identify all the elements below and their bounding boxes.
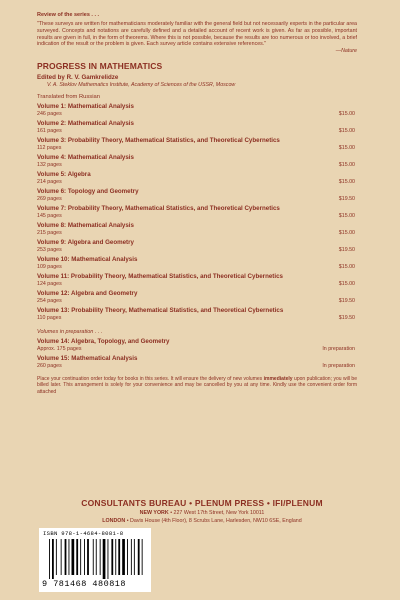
- volume-pages: 161 pages: [37, 128, 62, 135]
- volume-entry: [37, 290, 357, 304]
- volume-pages: 254 pages: [37, 298, 62, 305]
- publisher-block: [42, 498, 362, 524]
- volume-entry: [37, 137, 357, 151]
- volume-pages: 124 pages: [37, 281, 62, 288]
- editor-affiliation: V. A. Steklov Mathematics Institute, Academy of Sciences of the USSR, Moscow: [47, 82, 236, 89]
- volume-details: [37, 247, 357, 253]
- barcode-bar: [131, 539, 132, 575]
- volume-title: Volume 15: Mathematical Analysis: [37, 355, 138, 363]
- publisher-name: CONSULTANTS BUREAU • PLENUM PRESS • IFI/PLENUM: [81, 498, 323, 508]
- back-cover-text: [37, 12, 357, 395]
- volume-details: [37, 315, 357, 321]
- volume-details: [37, 363, 357, 369]
- volume-pages: 110 pages: [37, 315, 62, 322]
- volume-pages: 253 pages: [37, 247, 62, 254]
- barcode-bar: [56, 539, 57, 575]
- isbn-barcode: [39, 528, 151, 592]
- barcode-bar: [103, 539, 106, 579]
- volume-entry: [37, 188, 357, 202]
- volume-pages: 246 pages: [37, 111, 62, 118]
- volume-title: Volume 4: Mathematical Analysis: [37, 154, 134, 162]
- barcode-bar: [72, 539, 75, 575]
- volume-price: $15.00: [338, 162, 355, 169]
- volume-price: In preparation: [322, 363, 355, 370]
- publisher-ny-address: [42, 510, 362, 516]
- barcode-bar: [115, 539, 116, 575]
- volume-list: [37, 103, 357, 321]
- volume-details: [37, 145, 357, 151]
- volume-entry: [37, 256, 357, 270]
- barcode-bar: [80, 539, 81, 575]
- volume-details: [37, 111, 357, 117]
- volume-title: Volume 5: Algebra: [37, 171, 91, 179]
- volume-details: [37, 179, 357, 185]
- volume-title: Volume 11: Probability Theory, Mathematical Statistics, and Theoretical Cybernetics: [37, 273, 283, 281]
- volume-price: $15.00: [338, 213, 355, 220]
- translation-note: Translated from Russian: [37, 94, 100, 101]
- review-quote: "These surveys are written for mathematicians moderately familiar with the general field but not necessarily experts in the particular area surveyed. Concepts and notations are carefully defined and a detailed account of recent work is given. As far as possible, important results are given in full, in the form of theorems. Where this is not possible, because the results are too numerous or too involved, a brief indication of the result or the problem is given. Each survey article contains extensive references.": [37, 21, 357, 48]
- volume-entry: [37, 205, 357, 219]
- series-editor: Edited by R. V. Gamkrelidze: [37, 74, 119, 82]
- ny-label: NEW YORK: [139, 510, 169, 516]
- volume-title: Volume 12: Algebra and Geometry: [37, 290, 138, 298]
- barcode-bar: [142, 539, 143, 575]
- isbn-text: ISBN 978-1-4684-8081-8: [43, 530, 124, 537]
- volume-price: $19.50: [338, 196, 355, 203]
- volume-pages: 260 pages: [37, 363, 62, 370]
- barcode-number: 9 781468 480818: [42, 579, 127, 589]
- volume-price: $15.00: [338, 264, 355, 271]
- volume-title: Volume 8: Mathematical Analysis: [37, 222, 134, 230]
- volume-entry: [37, 307, 357, 321]
- barcode-bar: [65, 539, 67, 575]
- barcode-bar: [138, 539, 140, 575]
- order-note-part2: upon publication; you will be billed later. This arrangement is solely for your convenience and may be cancelled by you at any time. Kindly use the convenient order form attached: [37, 376, 357, 395]
- volume-price: In preparation: [322, 346, 355, 353]
- order-note-part1: Place your continuation order today for books in this series. It will ensure the delivery of new volumes: [37, 376, 264, 383]
- volume-price: $19.50: [338, 315, 355, 322]
- london-label: LONDON: [102, 518, 126, 524]
- review-heading: Review of the series . . .: [37, 12, 100, 18]
- barcode-bar: [127, 539, 128, 575]
- volume-pages: 214 pages: [37, 179, 62, 186]
- barcode-bar: [134, 539, 135, 575]
- volume-pages: 112 pages: [37, 145, 62, 152]
- volume-entry: [37, 355, 357, 369]
- volume-details: [37, 298, 357, 304]
- volume-details: [37, 128, 357, 134]
- volume-price: $19.50: [338, 298, 355, 305]
- volume-price: $15.00: [338, 128, 355, 135]
- barcode-bar: [122, 539, 125, 575]
- london-address: • Davis House (4th Floor), 8 Scrubs Lane, Harlesden, NW10 6SE, England: [125, 518, 302, 524]
- barcode-bar: [76, 539, 78, 575]
- volume-entry: [37, 239, 357, 253]
- volume-title: Volume 3: Probability Theory, Mathematical Statistics, and Theoretical Cybernetics: [37, 137, 280, 145]
- in-preparation-heading: Volumes in preparation . . .: [37, 329, 103, 336]
- volume-details: [37, 281, 357, 287]
- barcode-bar: [61, 539, 62, 575]
- volume-title: Volume 10: Mathematical Analysis: [37, 256, 138, 264]
- volume-pages: 109 pages: [37, 264, 62, 271]
- barcode-bar: [108, 539, 109, 579]
- volume-price: $15.00: [338, 281, 355, 288]
- volume-pages: Approx. 175 pages: [37, 346, 82, 353]
- volume-price: $19.50: [338, 247, 355, 254]
- volume-price: $15.00: [338, 145, 355, 152]
- volume-price: $15.00: [338, 111, 355, 118]
- volume-entry: [37, 338, 357, 352]
- volume-title: Volume 2: Mathematical Analysis: [37, 120, 134, 128]
- volume-title: Volume 7: Probability Theory, Mathematical Statistics, and Theoretical Cybernetics: [37, 205, 280, 213]
- barcode-bar: [96, 539, 97, 575]
- volume-pages: 132 pages: [37, 162, 62, 169]
- volume-entry: [37, 154, 357, 168]
- volume-pages: 269 pages: [37, 196, 62, 203]
- barcode-bar: [69, 539, 70, 575]
- barcode-bar: [52, 539, 54, 579]
- volume-details: [37, 264, 357, 270]
- volume-entry: [37, 103, 357, 117]
- volume-title: Volume 13: Probability Theory, Mathematical Statistics, and Theoretical Cybernetics: [37, 307, 284, 315]
- volume-title: Volume 1: Mathematical Analysis: [37, 103, 134, 111]
- volume-details: [37, 230, 357, 236]
- barcode-bars: [49, 539, 143, 579]
- barcode-bar: [84, 539, 85, 575]
- volume-entry: [37, 120, 357, 134]
- volume-details: [37, 196, 357, 202]
- order-note-emphasis: immediately: [263, 376, 293, 383]
- in-preparation-list: [37, 338, 357, 369]
- volume-price: $15.00: [338, 230, 355, 237]
- barcode-bar: [93, 539, 94, 575]
- volume-title: Volume 6: Topology and Geometry: [37, 188, 139, 196]
- volume-title: Volume 9: Algebra and Geometry: [37, 239, 134, 247]
- volume-pages: 145 pages: [37, 213, 62, 220]
- ny-address: • 227 West 17th Street, New York 10011: [168, 510, 265, 516]
- barcode-bar: [118, 539, 120, 575]
- volume-entry: [37, 273, 357, 287]
- volume-details: [37, 346, 357, 352]
- order-note: [37, 376, 357, 395]
- barcode-bar: [87, 539, 89, 575]
- volume-details: [37, 213, 357, 219]
- volume-details: [37, 162, 357, 168]
- volume-entry: [37, 171, 357, 185]
- barcode-bar: [49, 539, 50, 579]
- publisher-london-address: [42, 518, 362, 524]
- review-attribution: —Nature: [335, 48, 357, 55]
- volume-price: $15.00: [338, 179, 355, 186]
- volume-entry: [37, 222, 357, 236]
- series-title: PROGRESS IN MATHEMATICS: [37, 61, 163, 72]
- volume-title: Volume 14: Algebra, Topology, and Geometry: [37, 338, 170, 346]
- barcode-bar: [111, 539, 113, 575]
- volume-pages: 215 pages: [37, 230, 62, 237]
- barcode-bar: [100, 539, 101, 575]
